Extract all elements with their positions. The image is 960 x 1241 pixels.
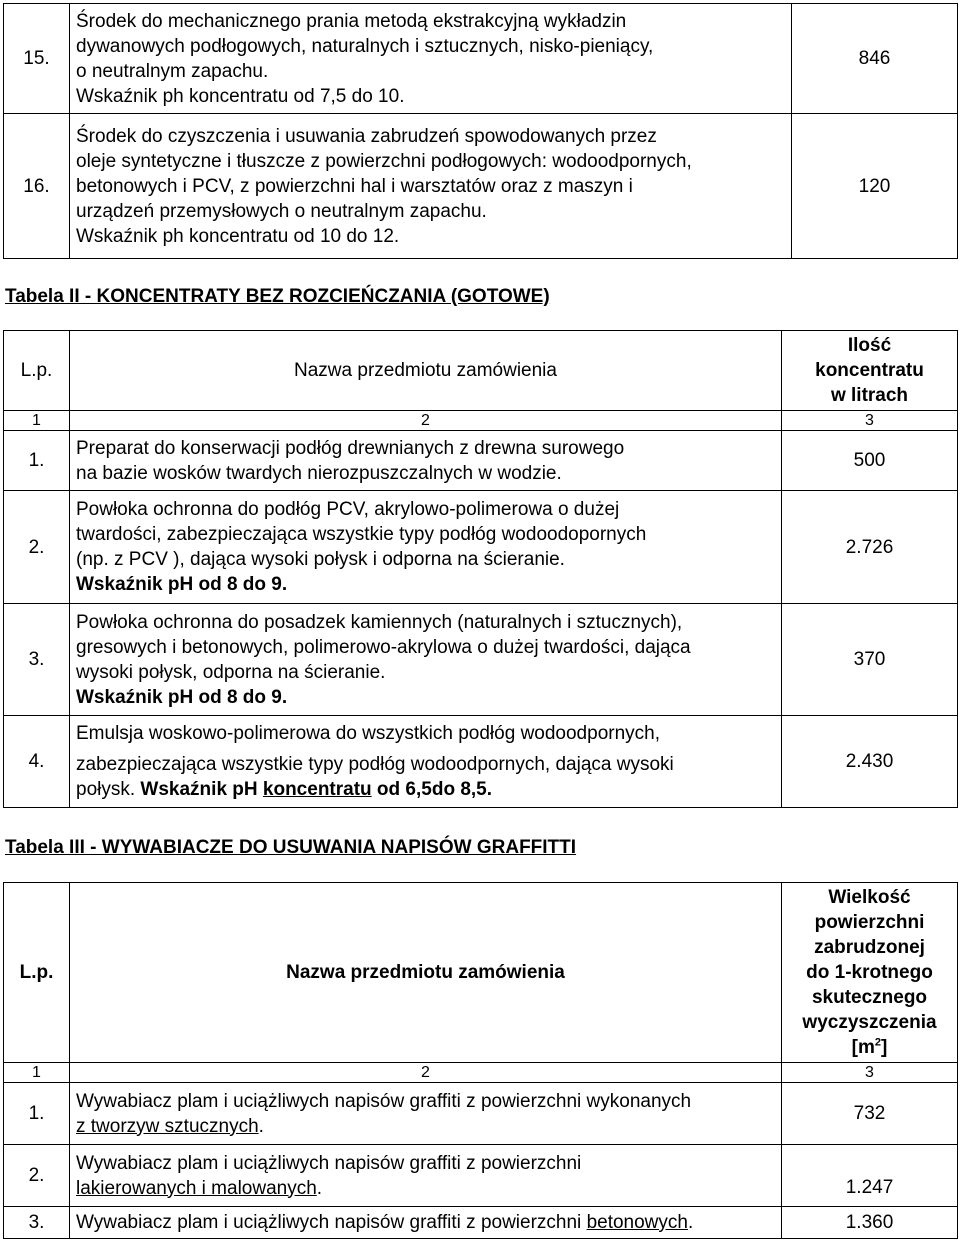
header-line: skutecznego [811,987,928,1008]
header-line: w litrach [830,385,909,406]
row-number: 3. [4,1207,70,1239]
column-header-name: Nazwa przedmiotu zamówienia [70,883,782,1063]
table-1 [3,3,958,259]
column-index-row [4,411,958,431]
ph-label: Wskaźnik pH [140,779,263,800]
row-number: 15. [4,4,70,114]
header-line: zabrudzonej [814,937,925,958]
item-value: 370 [782,604,958,716]
header-line: koncentratu [815,360,924,381]
table-3-caption: Tabela III - WYWABIACZE DO USUWANIA NAPISÓW GRAFFITTI [5,837,577,858]
item-value: 1.360 [782,1207,958,1239]
unit-text: [m [851,1037,875,1058]
description-line: Wskaźnik ph koncentratu od 7,5 do 10. [76,85,405,107]
description-line: Emulsja woskowo-polimerowa do wszystkich podłóg wodoodpornych, [76,723,660,744]
table-row [4,716,958,808]
row-number: 2. [4,491,70,604]
column-header-lp: L.p. [4,883,70,1063]
table-row [4,1145,958,1207]
column-index: 1 [4,411,70,431]
item-value: 120 [792,114,958,259]
surface-type: z tworzyw sztucznych [76,1115,259,1137]
description-line: zabezpieczająca wszystkie typy podłóg wodoodpornych, dająca wysoki [76,754,674,775]
text-run: Wywabiacz plam i uciążliwych napisów graffiti z powierzchni [76,1212,587,1233]
unit-exponent: 2 [874,1036,882,1049]
description-line: Wskaźnik ph koncentratu od 10 do 12. [76,225,400,247]
header-line: wyczyszczenia [802,1012,937,1033]
surface-type: lakierowanych i malowanych [76,1177,317,1199]
header-line: powierzchni [814,912,925,933]
item-value: 732 [782,1083,958,1145]
item-value: 1.247 [782,1145,958,1207]
item-description [70,1145,782,1207]
column-index: 2 [70,1063,782,1083]
item-description [70,431,782,491]
description-line: na bazie wosków twardych nierozpuszczalnych w wodzie. [76,462,562,484]
column-header-lp: L.p. [4,331,70,411]
item-description [70,1083,782,1145]
header-line: do 1-krotnego [806,962,933,983]
description-line: Środek do mechanicznego prania metodą ekstrakcyjną wykładzin [76,10,627,32]
description-line: Preparat do konserwacji podłóg drewnianych z drewna surowego [76,437,625,459]
description-line: urządzeń przemysłowych o neutralnym zapachu. [76,200,487,222]
column-header-name: Nazwa przedmiotu zamówienia [70,331,782,411]
description-line: betonowych i PCV, z powierzchni hal i warsztatów oraz z maszyn i [76,175,633,197]
row-number: 1. [4,1083,70,1145]
table-row [4,604,958,716]
column-index: 3 [782,1063,958,1083]
table-row [4,431,958,491]
item-description [70,604,782,716]
description-line: Powłoka ochronna do posadzek kamiennych (naturalnych i sztucznych), [76,611,683,633]
table-row [4,4,958,114]
item-description [70,716,782,808]
description-line: (np. z PCV ), dająca wysoki połysk i odporna na ścieranie. [76,549,565,570]
description-line: Wywabiacz plam i uciążliwych napisów graffiti z powierzchni [76,1152,582,1174]
table-row [4,1207,958,1239]
header-line: Wielkość [828,887,911,908]
item-description [70,4,792,114]
column-header-area [782,883,958,1063]
description-line: Środek do czyszczenia i usuwania zabrudzeń spowodowanych przez [76,125,657,147]
ph-range: od 6,5do 8,5. [371,779,493,800]
row-number: 3. [4,604,70,716]
description-line: oleje syntetyczne i tłuszcze z powierzchni podłogowych: wodoodpornych, [76,150,692,172]
item-value: 846 [792,4,958,114]
ph-line: Wskaźnik pH od 8 do 9. [76,574,288,595]
column-index: 1 [4,1063,70,1083]
column-header-quantity [782,331,958,411]
item-description [70,114,792,259]
ph-line: Wskaźnik pH od 8 do 9. [76,686,288,708]
header-unit [788,1035,951,1060]
description-line: o neutralnym zapachu. [76,60,269,82]
table-row [4,1083,958,1145]
unit-text: ] [881,1037,888,1058]
table-row [4,491,958,604]
row-number: 16. [4,114,70,259]
item-value: 2.726 [782,491,958,604]
text-run: . [258,1115,264,1137]
description-line [76,1176,775,1201]
description-line [76,1114,775,1139]
description-line: Wywabiacz plam i uciążliwych napisów graffiti z powierzchni wykonanych [76,1090,692,1112]
table-header-row [4,883,958,1063]
table-2 [3,330,958,808]
description-line [76,777,775,802]
row-number: 2. [4,1145,70,1207]
surface-type: betonowych [586,1212,688,1233]
item-description [70,491,782,604]
item-description [70,1207,782,1239]
table-header-row [4,331,958,411]
description-line: gresowych i betonowych, polimerowo-akrylowa o dużej twardości, dająca [76,636,691,658]
row-number: 1. [4,431,70,491]
table-3 [3,882,958,1239]
table-row [4,114,958,259]
description-line: twardości, zabezpieczająca wszystkie typy podłóg wodoodopornych [76,524,647,545]
text-run: połysk. [76,779,141,800]
item-value: 500 [782,431,958,491]
column-index: 2 [70,411,782,431]
description-line: Powłoka ochronna do podłóg PCV, akrylowo-polimerowa o dużej [76,499,620,520]
column-index-row [4,1063,958,1083]
column-index: 3 [782,411,958,431]
table-2-caption: Tabela II - KONCENTRATY BEZ ROZCIEŃCZANIA (GOTOWE) [5,286,550,307]
ph-label-underlined: koncentratu [262,779,372,800]
description-line: dywanowych podłogowych, naturalnych i sztucznych, nisko-pieniący, [76,35,654,57]
header-line: Ilość [847,335,892,356]
row-number: 4. [4,716,70,808]
item-value: 2.430 [782,716,958,808]
text-run: . [687,1212,694,1233]
text-run: . [316,1177,323,1199]
description-line: wysoki połysk, odporna na ścieranie. [76,661,386,683]
